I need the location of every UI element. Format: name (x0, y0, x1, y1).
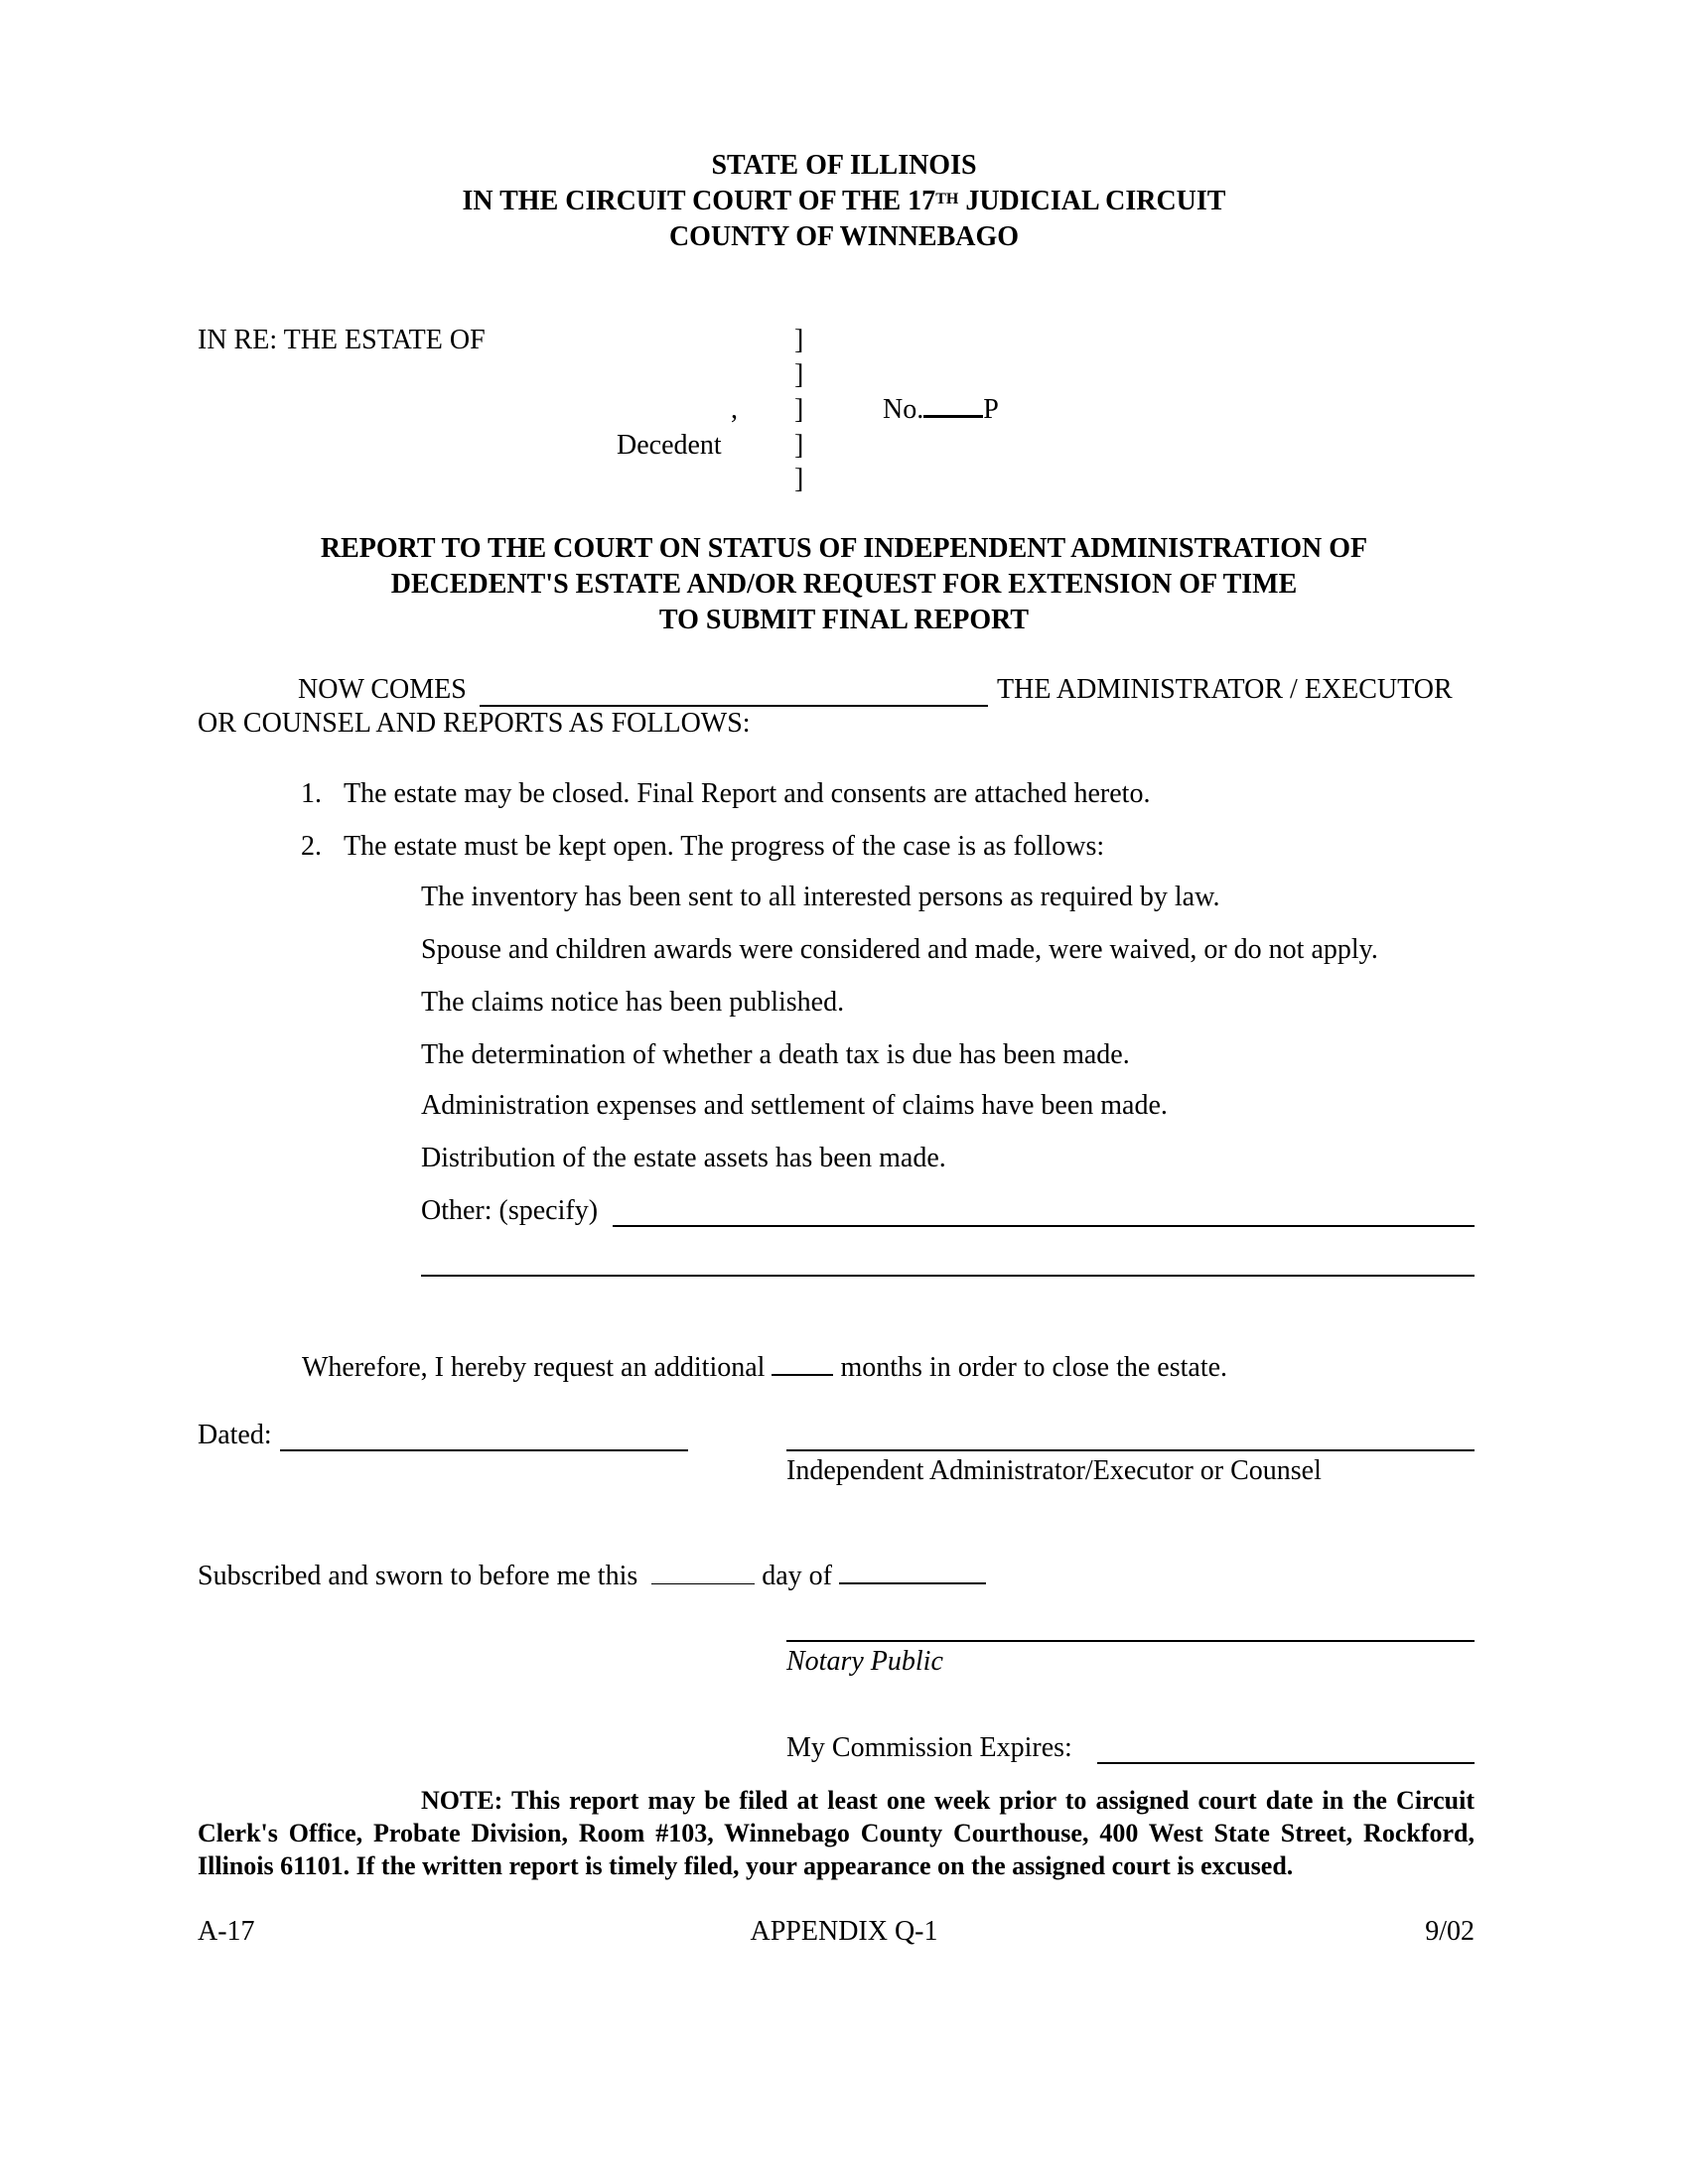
commission-label: My Commission Expires: (786, 1732, 1072, 1763)
day-of-label: day of (762, 1561, 833, 1591)
dated-label: Dated: (198, 1420, 272, 1450)
progress-item: The claims notice has been published. (421, 987, 845, 1018)
case-number-blank[interactable] (923, 393, 983, 418)
role-label: THE ADMINISTRATOR / EXECUTOR (997, 674, 1453, 705)
commission-expires-field[interactable] (1097, 1762, 1475, 1764)
footer-date: 9/02 (1425, 1916, 1475, 1947)
progress-item: The determination of whether a death tax is due has been made. (421, 1039, 1130, 1070)
decedent-label: Decedent (617, 430, 722, 461)
bracket: ] (794, 430, 804, 461)
title-line-1: REPORT TO THE COURT ON STATUS OF INDEPENDENT ADMINISTRATION OF (320, 533, 1368, 564)
case-number-label: No. (883, 394, 924, 425)
progress-item: The inventory has been sent to all interested persons as required by law. (421, 882, 1220, 912)
item-number: 2. (301, 831, 322, 862)
bracket: ] (794, 359, 804, 390)
day-field[interactable] (651, 1562, 755, 1584)
notary-public-label: Notary Public (786, 1646, 943, 1677)
signer-signature-field[interactable] (786, 1449, 1475, 1451)
item-number: 1. (301, 778, 322, 809)
other-label: Other: (specify) (421, 1195, 599, 1226)
header-court-text: IN THE CIRCUIT COURT OF THE 17 (462, 186, 936, 216)
item-text: The estate must be kept open. The progress of the case is as follows: (344, 831, 1105, 862)
subscribed-label: Subscribed and sworn to before me this (198, 1561, 638, 1591)
dated-field[interactable] (280, 1449, 688, 1451)
bracket: ] (794, 325, 804, 355)
progress-item: Administration expenses and settlement of claims have been made. (421, 1090, 1168, 1121)
title-line-2: DECEDENT'S ESTATE AND/OR REQUEST FOR EXTENSION OF TIME (390, 569, 1298, 600)
header-state: STATE OF ILLINOIS (711, 150, 977, 181)
now-comes-label: NOW COMES (298, 674, 467, 705)
header-court-sup: TH (935, 191, 959, 207)
in-re-label: IN RE: THE ESTATE OF (198, 325, 486, 355)
wherefore-text (302, 1351, 1227, 1385)
subscribed-text (198, 1560, 986, 1593)
bracket: ] (794, 464, 804, 494)
comma: , (731, 394, 738, 425)
item-text: The estate may be closed. Final Report and consents are attached hereto. (344, 778, 1151, 809)
header-county: COUNTY OF WINNEBAGO (668, 221, 1020, 252)
signer-label: Independent Administrator/Executor or Counsel (786, 1455, 1322, 1486)
other-specify-field-line-2[interactable] (421, 1275, 1475, 1277)
notary-signature-field[interactable] (786, 1640, 1475, 1642)
other-specify-field[interactable] (613, 1225, 1475, 1227)
case-number-suffix: P (983, 394, 999, 425)
header-court-text-end: JUDICIAL CIRCUIT (958, 186, 1226, 216)
case-number-field[interactable] (883, 393, 999, 427)
wherefore-text-start: Wherefore, I hereby request an additional (302, 1352, 766, 1383)
wherefore-text-end: months in order to close the estate. (840, 1352, 1228, 1383)
filing-note: NOTE: This report may be filed at least one week prior to assigned court date in the Circuit Clerk's Office, Probate Division, Room #103, Winnebago County Courthouse, 400 West State Street, Rockford, Illinois 61101. If the written report is timely filed, your appearance on the assigned court is excused. (198, 1786, 1475, 1880)
title-line-3: TO SUBMIT FINAL REPORT (658, 605, 1030, 635)
footer-page-id: A-17 (198, 1916, 255, 1947)
months-field[interactable] (772, 1352, 833, 1376)
reports-label: OR COUNSEL AND REPORTS AS FOLLOWS: (198, 708, 751, 739)
progress-item: Distribution of the estate assets has been made. (421, 1143, 946, 1173)
header-court (0, 185, 1688, 218)
bracket: ] (794, 394, 804, 425)
footer-appendix: APPENDIX Q-1 (750, 1916, 938, 1947)
progress-item: Spouse and children awards were considered and made, were waived, or do not apply. (421, 934, 1378, 965)
month-field[interactable] (839, 1561, 986, 1584)
